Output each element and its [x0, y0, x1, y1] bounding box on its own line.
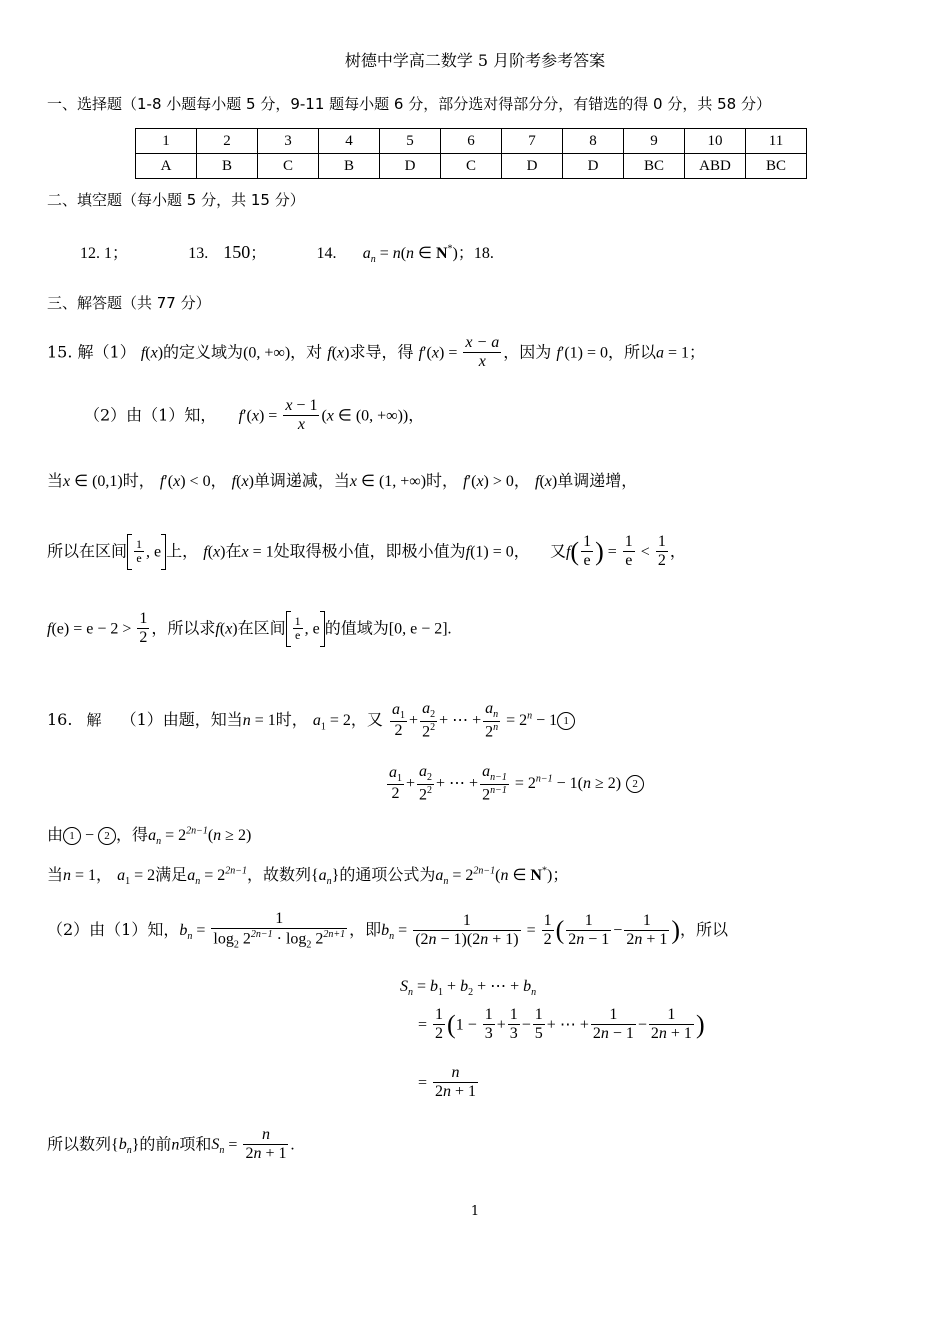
answer-cell: B: [197, 154, 258, 179]
q15-line5: f(e) = e − 2 > $\frac{1}{2}$ ，所以求f(x)在区间 $\frac{1}{e}$ , e 的值域为[0, e − 2].: [47, 610, 452, 647]
answer-cell: C: [258, 154, 319, 179]
fill-answers: 12. 1； 13. 150； 14. $a_n = n(n$ ∈ N*)；18.: [80, 242, 494, 266]
answer-cell: D: [380, 154, 441, 179]
question-number-cell: 6: [441, 129, 502, 154]
sn-line1: $S_n = b_1 + b_2$ + ⋯ + $b_n$: [400, 978, 537, 999]
page-number: 1: [470, 1204, 480, 1219]
q16-final: 所以数列$\{b_n\}$的前n项和$S_n$ = $\frac{n}{2n + 1}$ .: [47, 1126, 295, 1163]
question-number-cell: 3: [258, 129, 319, 154]
answer-cell: D: [502, 154, 563, 179]
question-number-cell: 10: [685, 129, 746, 154]
q12-answer: 12. 1；: [80, 245, 129, 262]
question-number-cell: 1: [136, 129, 197, 154]
answer-cell: D: [563, 154, 624, 179]
q15-line3: 当x ∈ (0,1)时， f′(x) < 0， f(x)单调递减，当x ∈ (1, +∞)时， f′(x) > 0， f(x)单调递增，: [47, 471, 638, 490]
section2-heading: 二、填空题（每小题 5 分，共 15 分）: [47, 191, 305, 209]
q16-line5: （2）由（1）知，$b_n$ = $\frac{1}{\log_2 2^{2n-1} \cdot \log_2 2^{2n+1}}$ ，即$b_n$ = $\frac{1}{(2n - 1)(2n + 1)}$ = $\frac{1}{2}$ ( $\frac{1}{2n - 1}$ − $\frac{1}{2n + 1}$ )，所以: [47, 910, 729, 951]
question-number-cell: 4: [319, 129, 380, 154]
q14-formula: $a_n = n(n$ ∈ N*): [362, 243, 458, 266]
q15-line1: 15. 解（1） f(x)的定义域为(0, +∞)，对 f(x)求导，得 f′(x) = $\frac{x - a}{x}$ ，因为 f′(1) = 0，所以a = 1；: [47, 334, 706, 371]
q13-answer: 150: [223, 242, 251, 262]
sn-line3: = $\frac{n}{2n + 1}$: [418, 1064, 477, 1101]
question-number-cell: 8: [563, 129, 624, 154]
q16-line3: 由 1 − 2 ，得$a_n = 2^{2n-1}(n \ge 2)$: [47, 825, 252, 848]
q15-line4: 所以在区间 $\frac{1}{e}$ , e 上， f(x)在x = 1处取得极小值，即极小值为f(1) = 0， 又f( $\frac{1}{e}$ ) = $\frac{1}{e}$ < $\frac{1}{2}$ ，: [47, 533, 686, 570]
answer-cell: BC: [746, 154, 807, 179]
answer-cell: BC: [624, 154, 685, 179]
q16-line2: $\frac{a_1}{2}$ + $\frac{a_2}{2^2}$ + ⋯ + $\frac{a_{n-1}}{2^{n-1}}$ = $2^{n-1} - 1(n \ge 2)$ 2: [385, 763, 644, 804]
q14-label: 14.: [316, 245, 337, 262]
q16-line1: 16. 解 （1）由题，知当n = 1时， $a_1 = 2$，又 $\frac{a_1}{2}$ + $\frac{a_2}{2^2}$ + ⋯ + $\frac{a_n}{2^n}$ = $2^n - 1$ 1: [47, 700, 575, 741]
answer-cell: ABD: [685, 154, 746, 179]
section3-heading: 三、解答题（共 77 分）: [47, 294, 211, 312]
q13-label: 13.: [188, 245, 209, 262]
section1-heading: 一、选择题（1-8 小题每小题 5 分，9-11 题每小题 6 分，部分选对得部分分，有错选的得 0 分，共 58 分）: [47, 95, 771, 113]
question-number-cell: 7: [502, 129, 563, 154]
q16-line4: 当n = 1， $a_1 = 2$满足$a_n = 2^{2n-1}$，故数列$\{a_n\}$的通项公式为$a_n = 2^{2n-1}(n$ ∈ N*)；: [47, 865, 569, 888]
answer-cell: C: [441, 154, 502, 179]
q15-line2: （2）由（1）知， f′(x) = $\frac{x - 1}{x}$ (x ∈ (0, +∞))，: [84, 397, 425, 434]
sn-line2: = $\frac{1}{2}$ (1 − $\frac{1}{3}$ + $\frac{1}{3}$ − $\frac{1}{5}$ + ⋯ + $\frac{1}{2n - 1}$ − $\frac{1}{2n + 1}$ ): [418, 1006, 705, 1043]
question-number-cell: 5: [380, 129, 441, 154]
question-number-cell: 2: [197, 129, 258, 154]
answer-cell: B: [319, 154, 380, 179]
answer-table: [135, 128, 807, 179]
q15-label: 15. 解: [47, 342, 94, 362]
q14-tail: ；18.: [457, 245, 494, 262]
question-number-cell: 9: [624, 129, 685, 154]
question-number-cell: 11: [746, 129, 807, 154]
answer-table-number-row: [136, 129, 807, 154]
answer-cell: A: [136, 154, 197, 179]
page-title: 树德中学高二数学 5 月阶考参考答案: [344, 51, 606, 70]
answer-table-answer-row: [136, 154, 807, 179]
